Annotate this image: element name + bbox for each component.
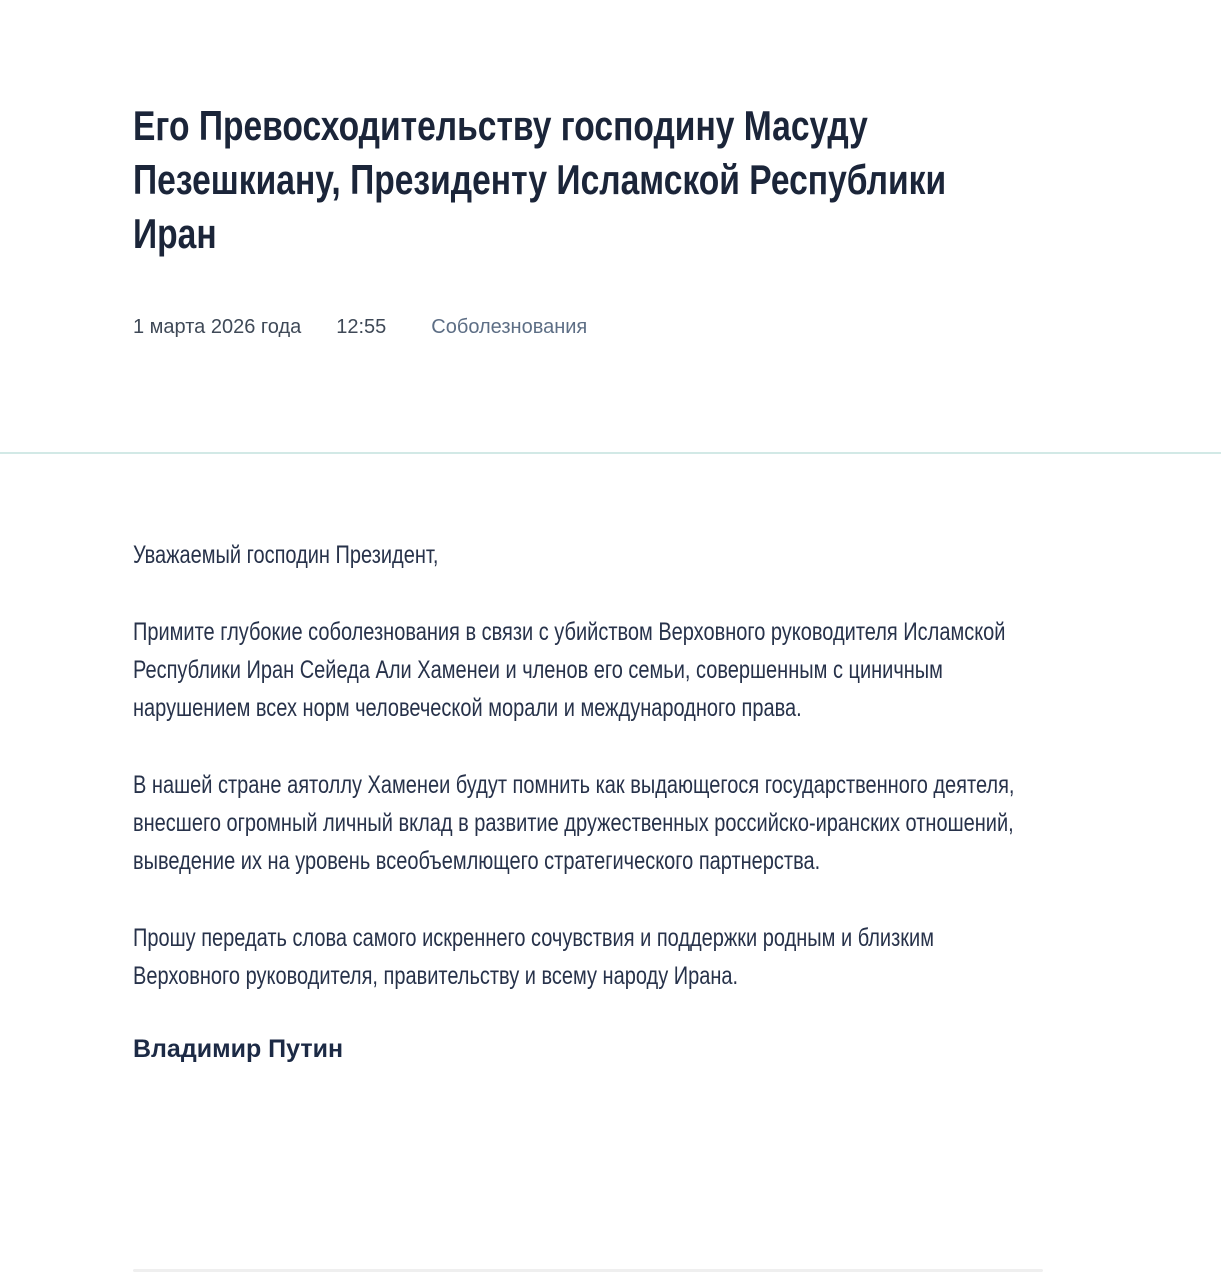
publish-date: 1 марта 2026 года bbox=[133, 316, 302, 338]
article-meta-row bbox=[133, 316, 1221, 339]
letter-paragraph: Прошу передать слова самого искреннего сочувствия и поддержки родным и близким Верховного руководителя, правительству и всему народу Ирана. bbox=[133, 924, 934, 990]
letter-body bbox=[133, 536, 1045, 1064]
section-divider bbox=[0, 452, 1221, 454]
footer-divider bbox=[133, 1269, 1043, 1272]
article-title: Его Превосходительству господину Масуду Пезешкиану, Президенту Исламской Республики Иран bbox=[133, 102, 947, 257]
letter-salutation: Уважаемый господин Президент, bbox=[133, 541, 439, 569]
category-link[interactable]: Соболезнования bbox=[431, 316, 588, 338]
publish-time: 12:55 bbox=[336, 316, 387, 338]
signature: Владимир Путин bbox=[133, 1035, 344, 1063]
letter-paragraph: Примите глубокие соболезнования в связи с убийством Верховного руководителя Исламской Республики Иран Сейеда Али Хаменеи и членов его семьи, совершенным с циничным нарушением всех норм человеческой морали и международного права. bbox=[133, 618, 1006, 722]
letter-paragraph: В нашей стране аятоллу Хаменеи будут помнить как выдающегося государственного деятеля, внесшего огромный личный вклад в развитие дружественных российско-иранских отношений, выведение их на уровень всеобъемлющего стратегического партнерства. bbox=[133, 771, 1015, 875]
